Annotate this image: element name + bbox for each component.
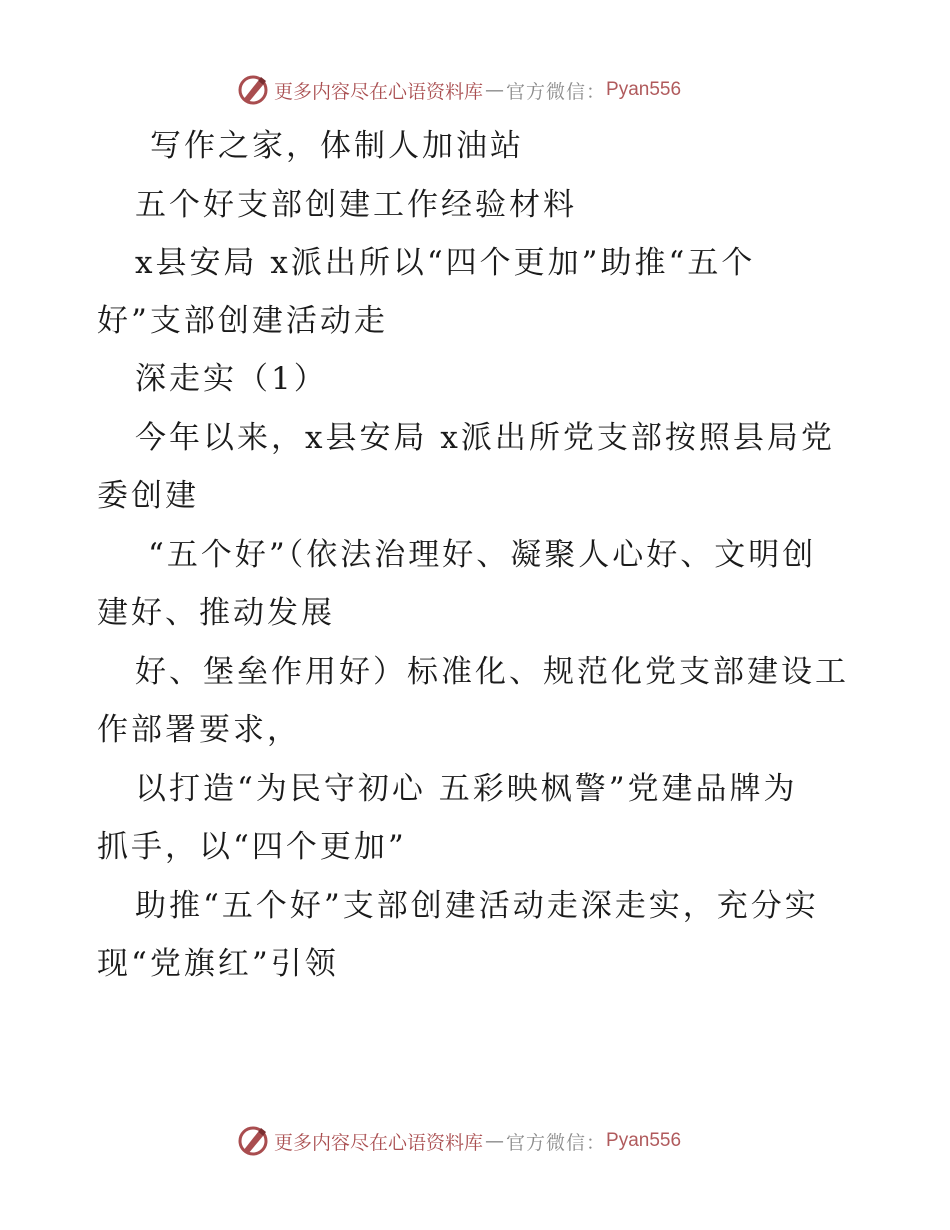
footer-watermark [236, 1124, 681, 1158]
watermark-dash: — [485, 79, 505, 101]
doc-line: 作部署要求， [97, 712, 301, 748]
doc-line: 现“党旗红”引领 [97, 946, 339, 982]
watermark-wechat-id: Pyan556 [606, 1130, 682, 1151]
pen-logo-icon [236, 1124, 270, 1158]
doc-line: 好、堡垒作用好）标准化、规范化党支部建设工 [135, 654, 849, 690]
watermark-main-text: 更多内容尽在心语资料库 [274, 80, 484, 103]
doc-line: 写作之家，体制人加油站 [150, 128, 524, 164]
doc-line: 委创建 [97, 478, 199, 514]
doc-line: 助推“五个好”支部创建活动走深走实，充分实 [135, 888, 819, 924]
watermark-dash: — [485, 1130, 505, 1152]
watermark-wechat-label: 官方微信： [506, 1131, 607, 1154]
doc-line: 今年以来，x县安局 x派出所党支部按照县局党 [135, 420, 835, 456]
doc-line: 抓手，以“四个更加” [97, 829, 407, 865]
header-watermark [236, 73, 681, 107]
doc-line: 建好、推动发展 [97, 595, 335, 631]
doc-line: 以打造“为民守初心 五彩映枫警”党建品牌为 [135, 771, 798, 807]
pen-logo-icon [236, 73, 270, 107]
doc-line: 五个好支部创建工作经验材料 [135, 187, 577, 223]
watermark-wechat-label: 官方微信： [506, 80, 607, 103]
doc-line: “五个好”（依法治理好、凝聚人心好、文明创 [148, 537, 817, 573]
watermark-main-text: 更多内容尽在心语资料库 [274, 1131, 484, 1154]
doc-line: 深走实（1） [135, 361, 328, 397]
doc-line: x县安局 x派出所以“四个更加”助推“五个 [135, 245, 756, 281]
doc-line: 好”支部创建活动走 [97, 303, 388, 339]
watermark-wechat-id: Pyan556 [606, 79, 682, 100]
